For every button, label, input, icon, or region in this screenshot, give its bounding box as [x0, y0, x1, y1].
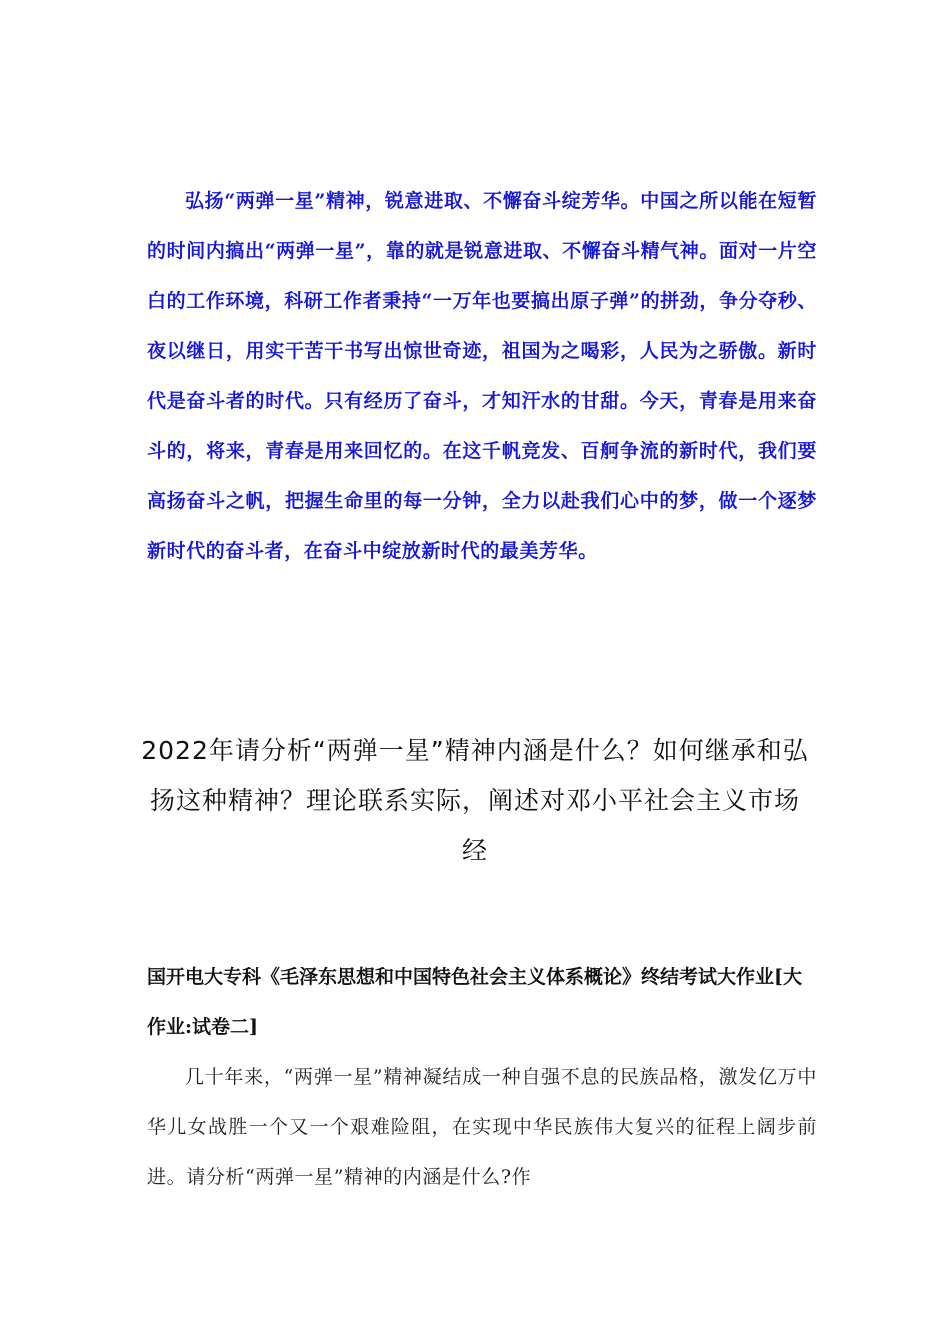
exam-subheading: 国开电大专科《毛泽东思想和中国特色社会主义体系概论》终结考试大作业[大作业:试卷二]: [147, 966, 802, 1038]
highlighted-paragraph: 弘扬“两弹一星”精神，锐意进取、不懈奋斗绽芳华。中国之所以能在短暂的时间内搞出“两弹一星”，靠的就是锐意进取、不懈奋斗精气神。面对一片空白的工作环境，科研工作者秉持“一万年也要搞出原子弹”的拼劲，争分夺秒、夜以继日，用实干苦干书写出惊世奇迹，祖国为之喝彩，人民为之骄傲。新时代是奋斗者的时代。只有经历了奋斗，才知汗水的甘甜。今天，青春是用来奋斗的，将来，青春是用来回忆的。在这千帆竞发、百舸争流的新时代，我们要高扬奋斗之帆，把握生命里的每一分钟，全力以赴我们心中的梦，做一个逐梦新时代的奋斗者，在奋斗中绽放新时代的最美芳华。: [147, 190, 817, 562]
intro-paragraph: 几十年来，“两弹一星”精神凝结成一种自强不息的民族品格，激发亿万中华儿女战胜一个又一个艰难险阻，在实现中华民族伟大复兴的征程上阔步前进。请分析“两弹一星”精神的内涵是什么?作: [147, 1066, 817, 1188]
document-title: 2022年请分析“两弹一星”精神内涵是什么？如何继承和弘扬这种精神？理论联系实际，阐述对邓小平社会主义市场经: [141, 736, 809, 865]
